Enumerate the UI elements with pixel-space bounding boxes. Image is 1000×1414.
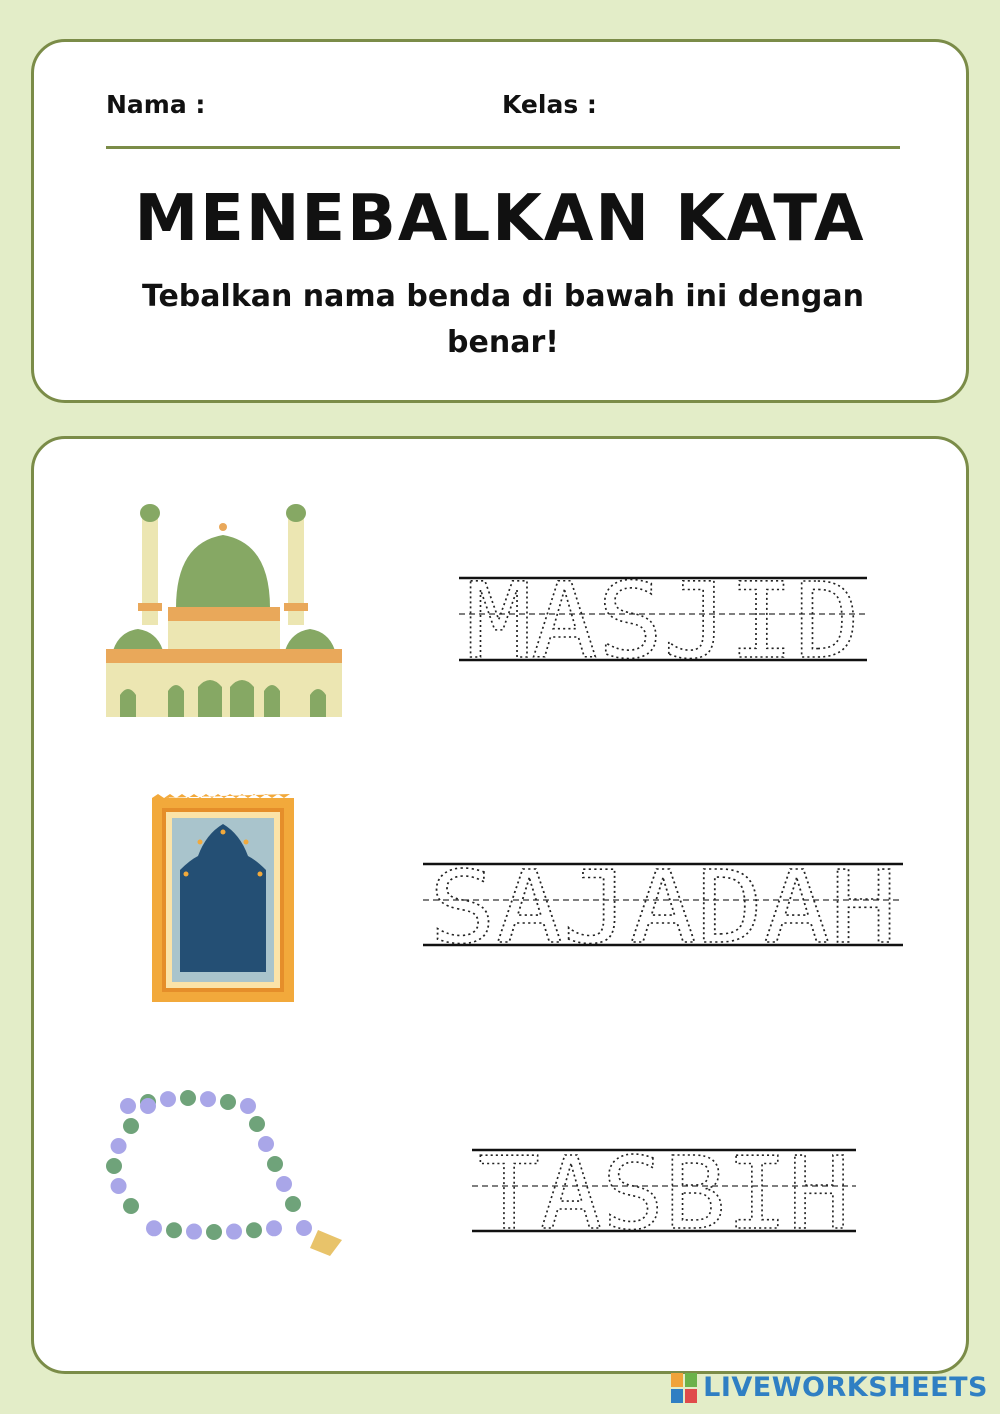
trace-word-masjid[interactable] (459, 574, 867, 666)
bead (166, 1222, 182, 1238)
bead (146, 1220, 162, 1236)
header-divider (106, 146, 900, 149)
kelas-label: Kelas : (502, 90, 597, 119)
mosque-illustration (106, 503, 342, 717)
bead (246, 1222, 262, 1238)
bead (111, 1178, 127, 1194)
instruction-text: Tebalkan nama benda di bawah ini dengan benar! (141, 279, 865, 360)
header-card (31, 39, 969, 403)
trace-word-text: SAJADAH (429, 860, 897, 950)
bead (267, 1156, 283, 1172)
bead (266, 1220, 282, 1236)
page-title: MENEBALKAN KATA (134, 182, 866, 256)
bead (285, 1196, 301, 1212)
bead (206, 1224, 222, 1240)
liveworksheets-logo-icon (671, 1373, 697, 1403)
trace-word-text: TASBIH (478, 1146, 850, 1236)
brand-name: LIVEWORKSHEETS (703, 1372, 988, 1403)
bead (186, 1224, 202, 1240)
trace-word-text: MASJID (466, 574, 860, 666)
bead (106, 1158, 122, 1174)
prayer-rug-illustration (150, 794, 296, 1006)
bead (123, 1198, 139, 1214)
bead (180, 1090, 196, 1106)
trace-word-tasbih[interactable] (472, 1146, 856, 1236)
bead (120, 1098, 136, 1114)
bead (226, 1224, 242, 1240)
nama-label: Nama : (106, 90, 206, 119)
liveworksheets-brand[interactable] (671, 1372, 988, 1403)
bead (220, 1094, 236, 1110)
bead (276, 1176, 292, 1192)
trace-word-sajadah[interactable] (423, 860, 903, 950)
bead (200, 1091, 216, 1107)
bead (111, 1138, 127, 1154)
bead (160, 1091, 176, 1107)
bead (140, 1098, 156, 1114)
bead (240, 1098, 256, 1114)
bead (123, 1118, 139, 1134)
bead (258, 1136, 274, 1152)
bead (249, 1116, 265, 1132)
prayer-beads-illustration (98, 1080, 350, 1264)
